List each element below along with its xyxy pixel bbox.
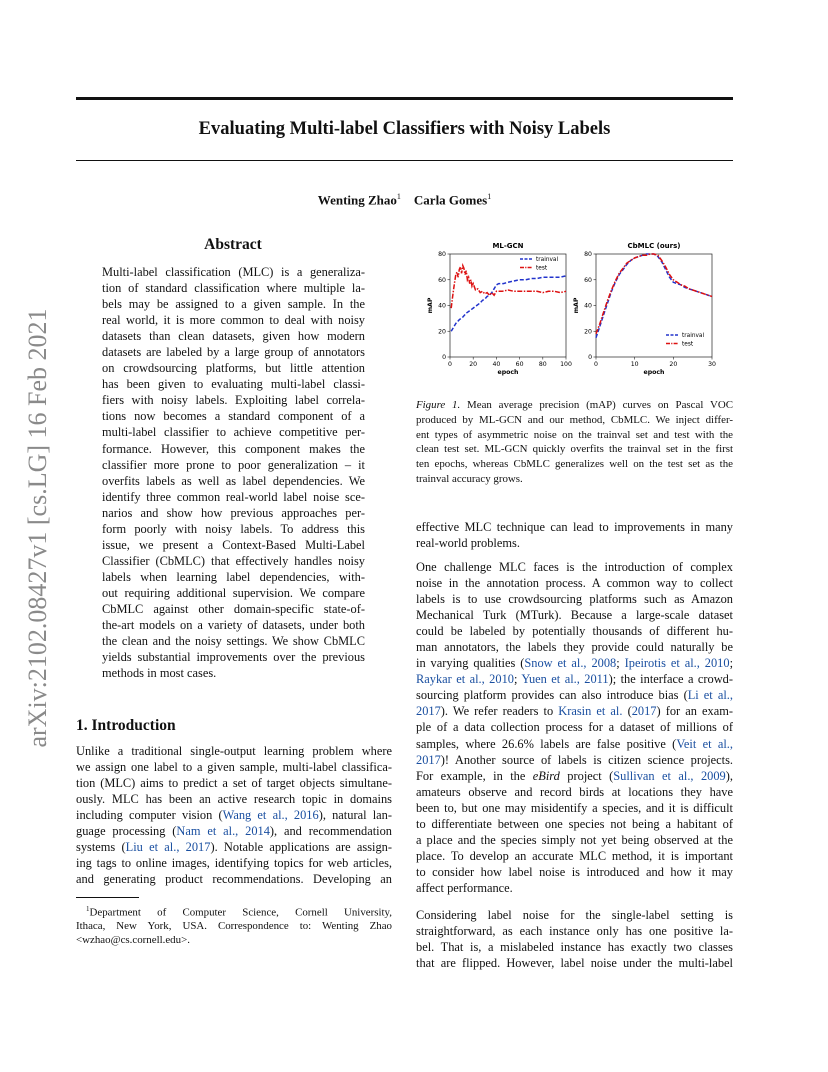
chart-title: ML-GCN — [492, 242, 524, 250]
abstract-line: datasets are labeled by a large group of annotators — [102, 345, 365, 360]
abstract-line: Classifier (CbMLC) that effectively handles noisy — [102, 553, 365, 568]
body-line: real-world problems. — [416, 536, 520, 551]
abstract-line: the clean and the noisy settings. We show CbMLC — [102, 634, 365, 649]
author-affiliation-mark: 1 — [396, 192, 401, 201]
author-name: Wenting Zhao — [317, 192, 397, 208]
citation-link[interactable]: Li et al., — [687, 688, 733, 703]
x-axis-label: epoch — [643, 369, 665, 376]
plot-frame — [596, 254, 712, 357]
abstract-line: the-art models on a variety of datasets, under both — [102, 618, 365, 633]
abstract-line: labels when learning label dependencies, with- — [102, 569, 365, 584]
body-line: ously. MLC has been an active research topic in domains — [76, 792, 392, 807]
legend-label: test — [682, 341, 694, 348]
abstract-line: classifier more prone to poor generalization – it — [102, 457, 365, 472]
body-line: in varying qualities (Snow et al., 2008; Ipeirotis et al., 2010; — [416, 656, 734, 671]
body-line: One challenge MLC faces is the introduction of complex — [416, 560, 733, 574]
arxiv-stamp: arXiv:2102.08427v1 [cs.LG] 16 Feb 2021 — [23, 308, 52, 748]
citation-link[interactable]: Snow et al., 2008 — [524, 656, 617, 671]
abstract-line: has been given to evaluating multi-label classi- — [102, 377, 365, 392]
y-axis-label: mAP — [573, 297, 580, 314]
body-line: straightforward, as each instance only has one positive la- — [416, 924, 733, 939]
body-line: could be labeled by potentially thousands of different hu- — [416, 624, 733, 639]
citation-link[interactable]: Ipeirotis et al., 2010 — [624, 656, 730, 671]
y-axis-label: mAP — [427, 297, 434, 314]
y-tick-label: 80 — [584, 251, 592, 259]
figure-label: Figure 1. — [416, 399, 461, 411]
footnote-line: Ithaca, New York, USA. Correspondence to: Wenting Zhao — [76, 920, 392, 933]
y-tick-label: 20 — [584, 328, 592, 336]
abstract-line: CbMLC against other domain-specific state-of- — [102, 601, 365, 616]
figure-mlgcn-chart — [416, 236, 580, 382]
x-tick-label: 0 — [448, 361, 452, 368]
abstract-line: out requiring additional supervision. We compare — [102, 585, 365, 600]
body-line: to differentiate between one species not being a habitant of — [416, 816, 733, 831]
citation-link[interactable]: Veit et al., — [676, 736, 733, 751]
body-line: Considering label noise for the single-label setting is — [416, 908, 733, 922]
y-tick-label: 0 — [588, 354, 592, 362]
body-line: sourcing platform provides can also introduce bias (Li et al., — [416, 688, 733, 703]
abstract-heading: Abstract — [204, 236, 262, 253]
body-line: For example, in the eBird project (Sullivan et al., 2009), — [416, 768, 733, 783]
body-line: affect performance. — [416, 880, 513, 895]
citation-link[interactable]: 2017 — [631, 704, 657, 719]
footnote-line: <wzhao@cs.cornell.edu>. — [76, 933, 190, 946]
abstract-line: real world, it is more common to deal with noisy — [102, 313, 365, 328]
y-tick-label: 60 — [438, 276, 446, 284]
citation-link[interactable]: 2017 — [416, 704, 441, 719]
cbmlc-map-plot — [566, 236, 732, 382]
footnote-mark: 1 — [86, 905, 90, 913]
x-tick-label: 30 — [708, 361, 716, 368]
x-tick-label: 10 — [630, 361, 639, 368]
abstract-line: identify three common real-world label noise sce- — [102, 489, 365, 504]
right-paragraph-3 — [416, 907, 733, 971]
x-tick-label: 40 — [492, 361, 501, 368]
body-line: ing tags to online images, identifying topics for web articles, — [76, 856, 392, 871]
caption-line: produced by ML-GCN and our method, CbMLC. We inject differ- — [416, 413, 733, 426]
abstract-line: form poorly with noisy labels. To address this — [102, 521, 365, 536]
introduction-paragraph — [76, 743, 392, 887]
figure-caption — [416, 398, 733, 487]
abstract-line: issue, we present a Context-Based Multi-Label — [102, 537, 365, 552]
y-tick-label: 40 — [438, 302, 446, 310]
citation-link[interactable]: Raykar et al., 2010 — [416, 672, 514, 687]
citation-link[interactable]: Krasin et al. — [558, 704, 623, 719]
body-line: and generating product recommendations. Developing an — [76, 872, 392, 887]
body-line: 2017). We refer readers to Krasin et al. (2017) for an exam- — [416, 704, 733, 719]
y-tick-label: 80 — [438, 251, 446, 259]
paper-title: Evaluating Multi-label Classifiers with Noisy Labels — [198, 119, 611, 139]
mlgcn-map-plot — [416, 236, 580, 382]
abstract-line: multi-label classifier to achieve competitive per- — [102, 425, 365, 440]
author-list — [76, 192, 733, 208]
plot-frame — [450, 254, 566, 357]
body-line: man annotators, the labels they provide could naturally be — [416, 640, 733, 655]
abstract-line: tions now becomes a standard component of a — [102, 409, 365, 424]
body-line: including computer vision (Wang et al., 2016), natural lan- — [76, 808, 392, 823]
caption-line: ten epochs, whereas CbMLC generalizes well on the test set as the — [416, 458, 733, 471]
y-tick-label: 0 — [442, 354, 446, 362]
body-line: place. To develop an accurate MLC method, it is important — [416, 848, 733, 863]
body-line: labels is to use crowdsourcing platforms such as Amazon — [416, 592, 733, 607]
x-tick-label: 20 — [469, 361, 478, 368]
body-line: systems (Liu et al., 2017). Notable applications are assign- — [76, 840, 392, 855]
citation-link[interactable]: Liu et al., 2017 — [125, 840, 211, 855]
abstract-line: yields substantial improvements over the previous — [102, 650, 365, 665]
citation-link[interactable]: 2017 — [416, 752, 441, 767]
top-rule — [76, 97, 733, 100]
legend-label: trainval — [536, 257, 559, 264]
caption-line: ent types of asymmetric noise on the trainval set and test with the — [416, 428, 733, 441]
series-line-test — [596, 254, 712, 334]
body-line: bel. That is, a mislabeled instance has exactly two classes — [416, 940, 733, 955]
abstract-line: datasets than clean datasets, given how modern — [102, 329, 365, 344]
caption-line: trainval accuracy grows. — [416, 472, 523, 485]
y-tick-label: 60 — [584, 276, 592, 284]
author-name: Carla Gomes — [413, 192, 488, 208]
right-paragraph-1 — [416, 519, 733, 551]
body-line: we assign one label to a given sample, multi-label classifica- — [76, 760, 392, 775]
body-line: been to, but one may misidentify a species, and it is difficult — [416, 800, 733, 815]
body-line: ple of a data collection process for a dataset of millions of — [416, 720, 733, 735]
body-line: 2017)! Another source of labels is citizen science projects. — [416, 752, 733, 767]
abstract-line: overfits labels as well as label dependencies. We — [102, 473, 365, 488]
body-line: Raykar et al., 2010; Yuen et al., 2011); the interface a crowd- — [416, 672, 733, 687]
footnote — [76, 903, 392, 947]
author-affiliation-mark: 1 — [487, 192, 492, 201]
x-tick-label: 60 — [515, 361, 524, 368]
abstract-line: on crowdsourcing platforms, but little attention — [102, 361, 365, 376]
abstract-line: formance. However, this component makes the — [102, 441, 365, 456]
body-line: Mechanical Turk (MTurk). Because a large-scale dataset — [416, 608, 733, 623]
italic-term: eBird — [532, 768, 560, 783]
abstract-line: Multi-label classification (MLC) is a generaliza- — [102, 265, 365, 279]
chart-title: CbMLC (ours) — [627, 242, 681, 250]
y-tick-label: 20 — [438, 328, 446, 336]
citation-link[interactable]: Yuen et al., 2011 — [521, 672, 609, 687]
abstract-line: bels may be assigned to a given sample. In the — [102, 297, 365, 312]
body-line: effective MLC technique can lead to improvements in many — [416, 520, 733, 534]
citation-link[interactable]: Wang et al., 2016 — [222, 808, 319, 823]
legend-label: trainval — [682, 333, 705, 340]
series-line-test — [451, 266, 566, 309]
body-line: tion (MLC) aims to predict a set of target objects simultane- — [76, 776, 392, 791]
caption-line: Figure 1. Mean average precision (mAP) curves on Pascal VOC — [416, 399, 733, 411]
body-line: amateurs observe and record birds at locations they have — [416, 784, 733, 799]
citation-link[interactable]: Nam et al., 2014 — [176, 824, 270, 839]
abstract-line: fiers with noisy labels. Exploiting label correla- — [102, 393, 365, 408]
legend-label: test — [536, 265, 548, 272]
x-tick-label: 0 — [594, 361, 598, 368]
body-line: that are flipped. However, label noise under the multi-label — [416, 956, 733, 971]
body-line: Unlike a traditional single-output learning problem where — [76, 744, 392, 758]
abstract-body — [102, 264, 365, 681]
right-paragraph-2 — [416, 559, 733, 896]
body-line: samples, where 26.6% labels are false positive (Veit et al., — [416, 736, 733, 751]
title-bottom-rule — [76, 160, 733, 161]
abstract-line: narios and show how previous approaches per- — [102, 505, 365, 520]
footnote-rule — [76, 897, 139, 898]
x-axis-label: epoch — [497, 369, 519, 376]
abstract-line: tion of standard classification where multiple la- — [102, 281, 365, 296]
x-tick-label: 100 — [560, 361, 572, 368]
body-line: to consider how label noise is introduced and how it may — [416, 864, 733, 879]
series-line-trainval — [596, 254, 712, 338]
body-line: guage processing (Nam et al., 2014), and recommendation — [76, 824, 392, 839]
caption-line: clean test set. ML-GCN quickly overfits the trainval set in the first — [416, 443, 733, 456]
x-tick-label: 20 — [669, 361, 678, 368]
body-line: noise in the annotation process. A common way to collect — [416, 576, 733, 591]
figure-cbmlc-chart — [566, 236, 732, 382]
footnote-line: $^1$Department of Computer Science, Cornell University, — [86, 905, 392, 919]
citation-link[interactable]: Sullivan et al., 2009 — [613, 768, 726, 783]
y-tick-label: 40 — [584, 302, 592, 310]
body-line: a place and the species simply not yet being observed at the — [416, 832, 733, 847]
section-heading-introduction: 1. Introduction — [76, 717, 176, 734]
x-tick-label: 80 — [538, 361, 547, 368]
abstract-line: methods in most cases. — [102, 666, 217, 681]
series-line-trainval — [451, 276, 566, 331]
